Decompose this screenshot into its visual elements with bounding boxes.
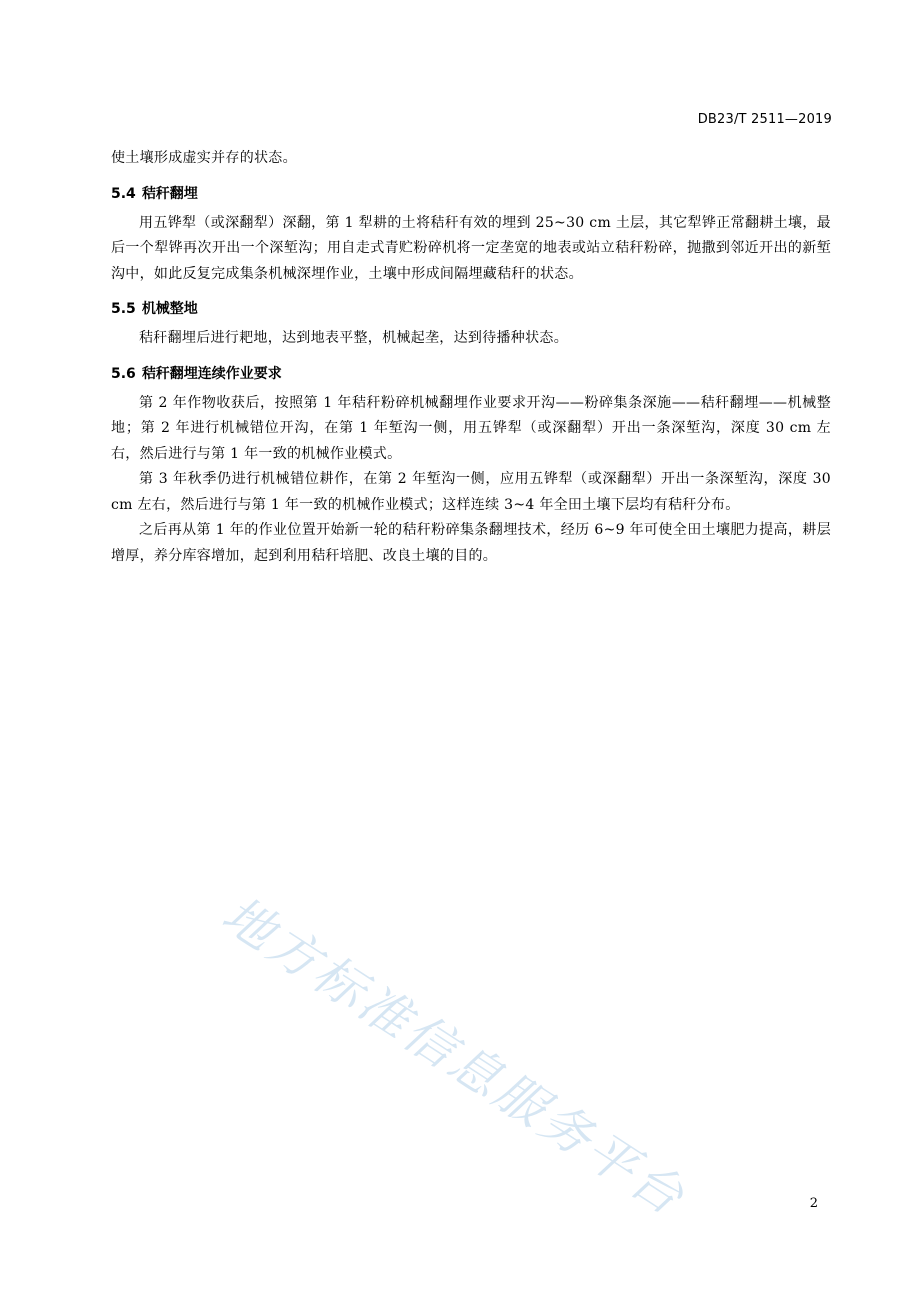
watermark: 地方标准信息服务平台 — [212, 885, 697, 1228]
document-body — [111, 146, 831, 569]
paragraph: 秸秆翻埋后进行耙地，达到地表平整，机械起垄，达到待播种状态。 — [139, 330, 568, 346]
paragraph: 用五铧犁（或深翻犁）深翻，第 1 犁耕的土将秸秆有效的埋到 25~30 cm 土层，其它犁铧正常翻耕土壤，最后一个犁铧再次开出一个深堑沟；用自走式青贮粉碎机将一定垄宽的地表或站立秸秆粉碎，抛撒到邻近开出的新堑沟中，如此反复完成集条机械深埋作业，土壤中形成间隔埋藏秸秆的状态。 — [111, 214, 831, 282]
section-heading-5-4 — [111, 182, 831, 207]
section-title: 秸秆翻埋连续作业要求 — [141, 365, 282, 382]
paragraph: 第 2 年作物收获后，按照第 1 年秸秆粉碎机械翻埋作业要求开沟——粉碎集条深施——秸秆翻埋——机械整地；第 2 年进行机械错位开沟，在第 1 年堑沟一侧，用五铧犁（或深翻犁）开出一条深堑沟，深度 30 cm 左右，然后进行与第 1 年一致的机械作业模式。 — [111, 394, 831, 462]
page-number: 2 — [809, 1196, 818, 1211]
section-title: 机械整地 — [141, 301, 198, 317]
document-code: DB23/T 2511—2019 — [697, 112, 832, 127]
section-number: 5.6 — [111, 365, 136, 382]
section-title: 秸秆翻埋 — [141, 185, 198, 202]
section-number: 5.5 — [111, 301, 136, 317]
section-number: 5.4 — [111, 185, 136, 202]
intro-line: 使土壤形成虚实并存的状态。 — [111, 150, 297, 166]
section-heading-5-6 — [111, 362, 831, 387]
section-heading-5-5 — [111, 297, 831, 322]
paragraph: 第 3 年秋季仍进行机械错位耕作，在第 2 年堑沟一侧，应用五铧犁（或深翻犁）开出一条深堑沟，深度 30 cm 左右，然后进行与第 1 年一致的机械作业模式；这样连续 3~4 年全田土壤下层均有秸秆分布。 — [111, 471, 831, 513]
paragraph: 之后再从第 1 年的作业位置开始新一轮的秸秆粉碎集条翻埋技术，经历 6~9 年可使全田土壤肥力提高，耕层增厚，养分库容增加，起到利用秸秆培肥、改良土壤的目的。 — [111, 522, 831, 564]
